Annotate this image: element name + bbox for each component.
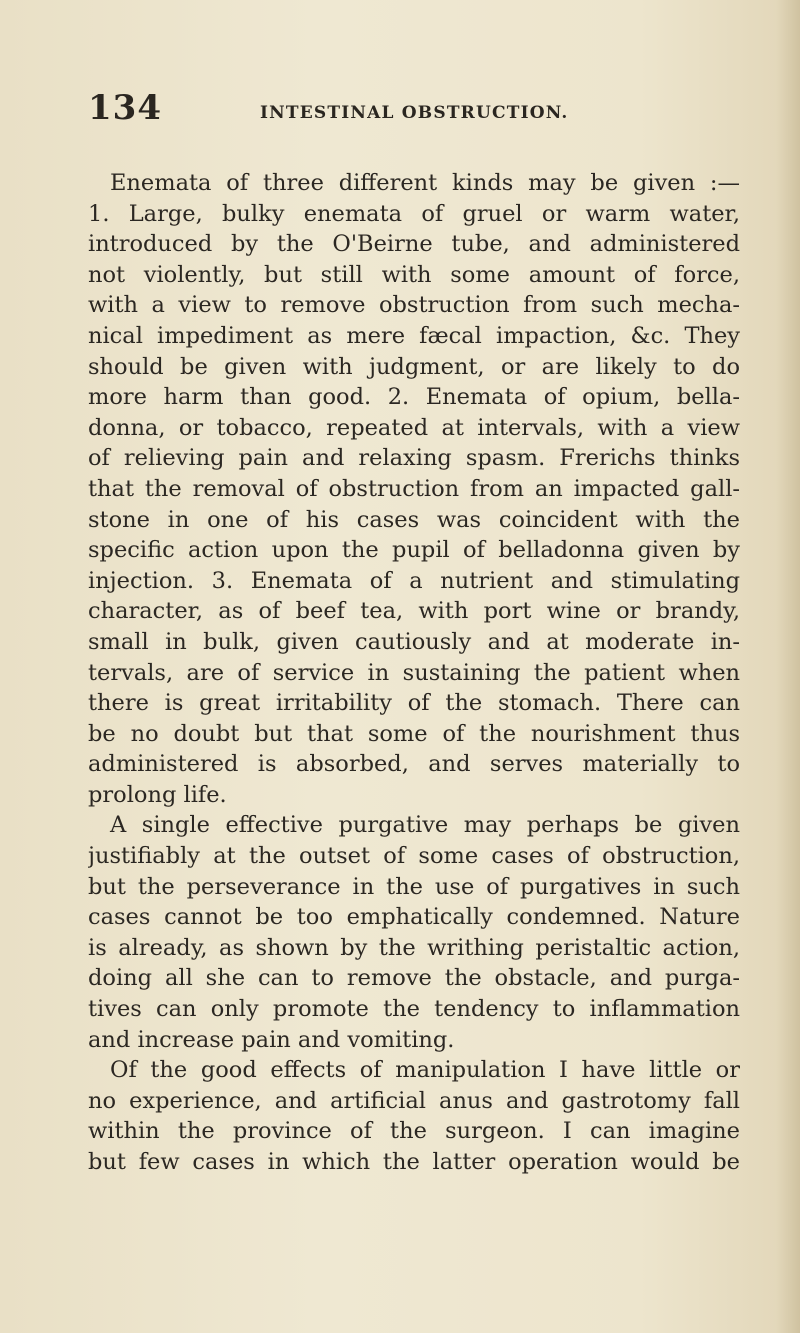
text-line: but the perseverance in the use of purgatives in such: [88, 873, 740, 900]
text-line: justifiably at the outset of some cases of obstruction,: [88, 843, 740, 870]
text-line: 1. Large, bulky enemata of gruel or warm water,: [88, 200, 740, 227]
text-line: there is great irritability of the stomach. There can: [88, 690, 740, 717]
text-line: injection. 3. Enemata of a nutrient and stimulating: [88, 567, 740, 594]
text-line: Enemata of three different kinds may be given :—: [110, 170, 740, 196]
text-line: nical impediment as mere fæcal impaction, &c. They: [88, 322, 740, 349]
text-line: cases cannot be too emphatically condemned. Nature: [88, 904, 740, 931]
text-line: and increase pain and vomiting.: [88, 1026, 455, 1053]
text-line: that the removal of obstruction from an impacted gall-: [88, 475, 740, 502]
text-line: of relieving pain and relaxing spasm. Frerichs thinks: [88, 445, 740, 472]
text-line: doing all she can to remove the obstacle, and purga-: [88, 965, 740, 992]
text-line: no experience, and artificial anus and gastrotomy fall: [88, 1087, 740, 1114]
text-line: Of the good effects of manipulation I have little or: [110, 1057, 740, 1084]
text-line: not violently, but still with some amount of force,: [88, 261, 740, 288]
text-line: A single effective purgative may perhaps be given: [110, 812, 740, 839]
page-number: 134: [88, 88, 162, 128]
text-line: more harm than good. 2. Enemata of opium, bella-: [88, 384, 740, 411]
text-line: donna, or tobacco, repeated at intervals, with a view: [88, 414, 740, 441]
text-line: should be given with judgment, or are likely to do: [88, 353, 740, 380]
body-text: [88, 168, 740, 1178]
text-line: but few cases in which the latter operation would be: [88, 1149, 740, 1175]
text-line: tives can only promote the tendency to inflammation: [88, 996, 740, 1023]
text-line: specific action upon the pupil of belladonna given by: [88, 537, 740, 564]
text-line: is already, as shown by the writhing peristaltic action,: [88, 934, 740, 961]
text-line: small in bulk, given cautiously and at moderate in-: [88, 628, 740, 655]
text-line: administered is absorbed, and serves materially to: [88, 751, 740, 778]
text-line: introduced by the O'Beirne tube, and administered: [88, 231, 740, 258]
text-line: character, as of beef tea, with port wine or brandy,: [88, 598, 740, 625]
text-line: with a view to remove obstruction from such mecha-: [88, 292, 740, 319]
text-line: prolong life.: [88, 781, 227, 808]
text-line: tervals, are of service in sustaining the patient when: [88, 659, 740, 686]
running-head: INTESTINAL OBSTRUCTION.: [260, 103, 569, 123]
page-header: [88, 88, 728, 132]
text-line: within the province of the surgeon. I can imagine: [88, 1118, 740, 1145]
text-line: be no doubt but that some of the nourishment thus: [88, 720, 740, 747]
text-line: stone in one of his cases was coincident with the: [88, 506, 740, 533]
